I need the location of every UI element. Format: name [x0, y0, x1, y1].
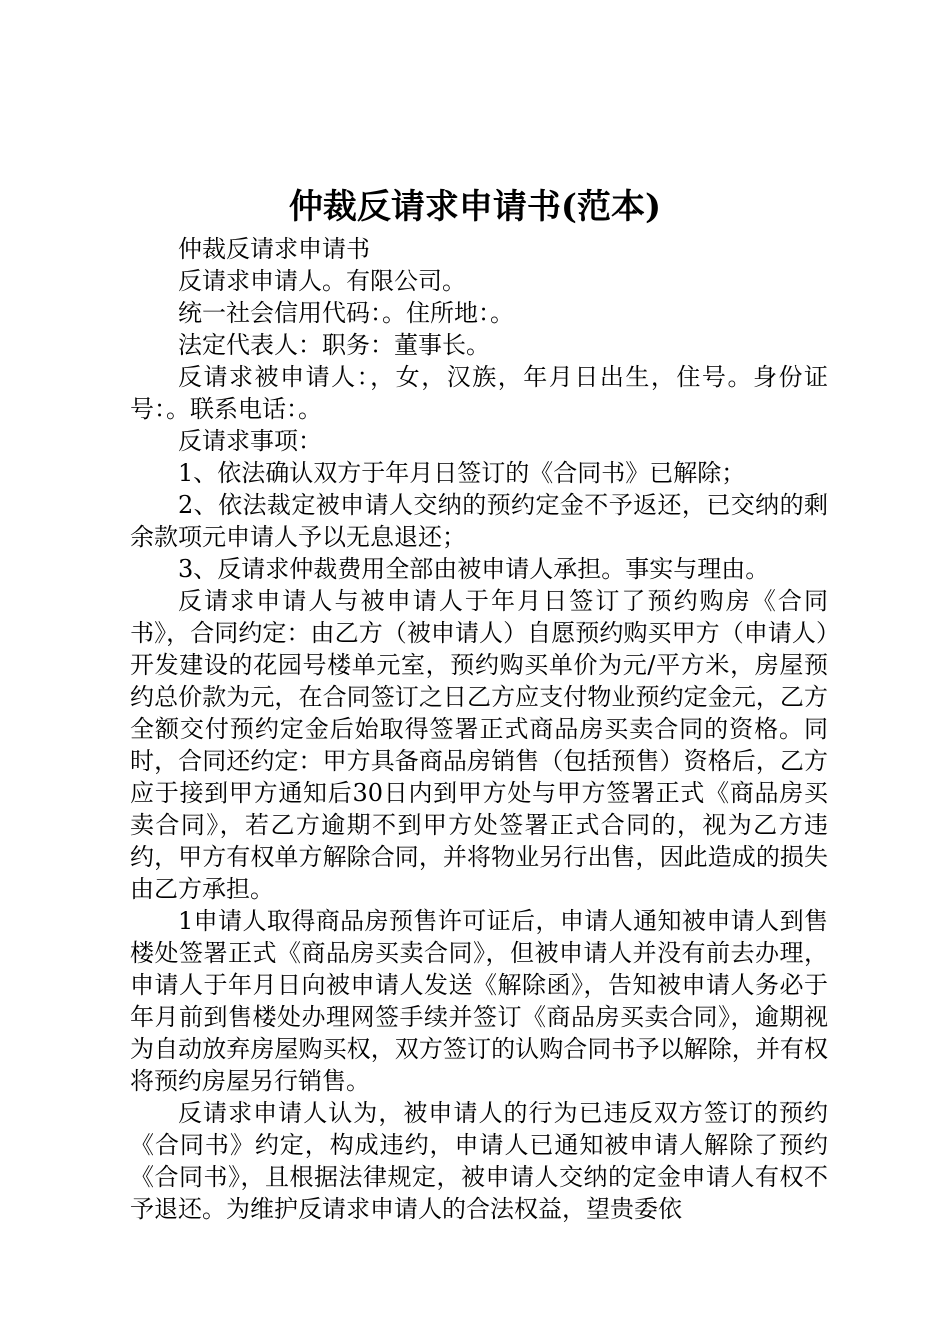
paragraph-applicant: 反请求申请人。有限公司。	[178, 267, 466, 295]
paragraph-claims-heading: 反请求事项：	[178, 427, 322, 455]
paragraph-respondent: 反请求被申请人：，女，汉族，年月日出生，住号。身份证号：。联系电话：。	[130, 363, 828, 423]
document-body	[130, 233, 828, 1225]
paragraph-facts-2: 1申请人取得商品房预售许可证后，申请人通知被申请人到售楼处签署正式《商品房买卖合同》，但被申请人并没有前去办理，申请人于年月日向被申请人发送《解除函》，告知被申请人务必于年月前到售楼处办理网签手续并签订《商品房买卖合同》，逾期视为自动放弃房屋购买权，双方签订的认购合同书予以解除，并有权将预约房屋另行销售。	[130, 907, 828, 1095]
document-title: 仲裁反请求申请书(范本)	[288, 187, 662, 227]
paragraph-legal-representative: 法定代表人：职务：董事长。	[178, 331, 490, 359]
paragraph-facts-3: 反请求申请人认为，被申请人的行为已违反双方签订的预约《合同书》约定，构成违约，申请人已通知被申请人解除了预约《合同书》，且根据法律规定，被申请人交纳的定金申请人有权不予退还。为维护反请求申请人的合法权益，望贵委依	[130, 1099, 828, 1223]
paragraph-claim-2: 2、依法裁定被申请人交纳的预约定金不予返还，已交纳的剩余款项元申请人予以无息退还；	[130, 491, 828, 551]
paragraph-facts-1: 反请求申请人与被申请人于年月日签订了预约购房《合同书》，合同约定：由乙方（被申请人）自愿预约购买甲方（申请人）开发建设的花园号楼单元室，预约购买单价为元/平方米，房屋预约总价款为元，在合同签订之日乙方应支付物业预约定金元，乙方全额交付预约定金后始取得签署正式商品房买卖合同的资格。同时，合同还约定：甲方具备商品房销售（包括预售）资格后，乙方应于接到甲方通知后30日内到甲方处与甲方签署正式《商品房买卖合同》，若乙方逾期不到甲方处签署正式合同的，视为乙方违约，甲方有权单方解除合同，并将物业另行出售，因此造成的损失由乙方承担。	[130, 587, 828, 903]
paragraph-heading: 仲裁反请求申请书	[178, 235, 370, 263]
paragraph-claim-1: 1、依法确认双方于年月日签订的《合同书》已解除；	[178, 459, 746, 487]
paragraph-credit-code: 统一社会信用代码：。住所地：。	[178, 299, 514, 327]
paragraph-claim-3: 3、反请求仲裁费用全部由被申请人承担。事实与理由。	[178, 555, 770, 583]
